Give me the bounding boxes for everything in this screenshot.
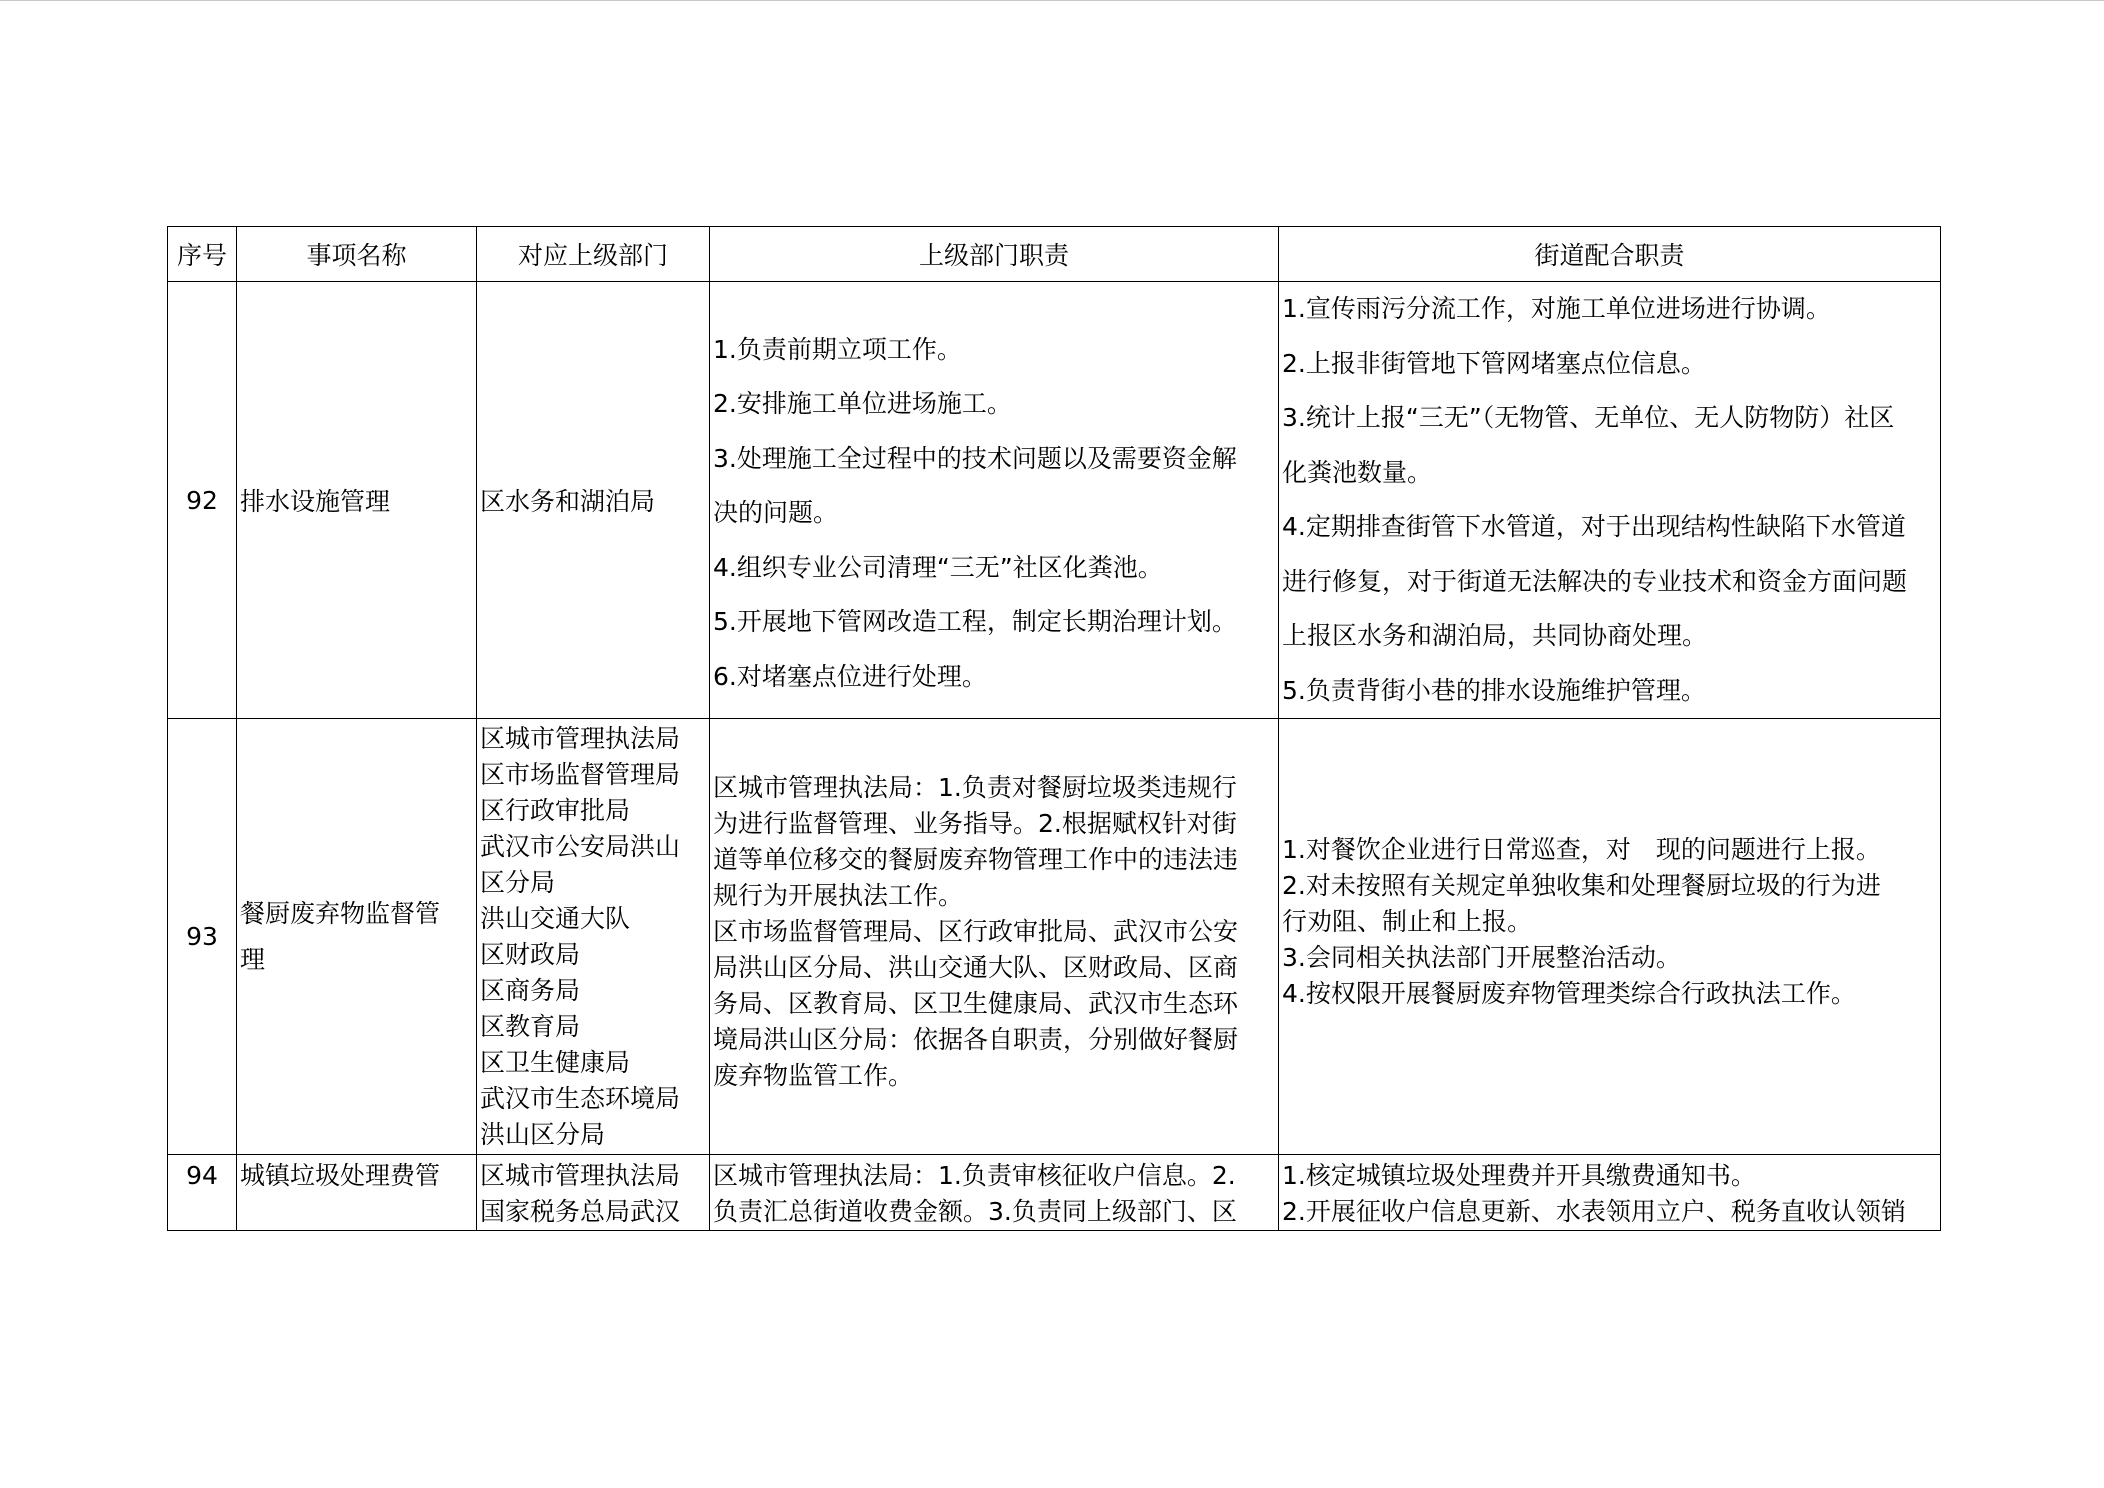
header-street-duties: 街道配合职责 bbox=[1279, 227, 1941, 282]
street-duties-list bbox=[1282, 1158, 1937, 1230]
list-item: 国家税务总局武汉 bbox=[480, 1197, 681, 1226]
list-item: 进行修复，对于街道无法解决的专业技术和资金方面问题 bbox=[1282, 566, 1908, 596]
list-item: 局洪山区分局、洪山交通大队、区财政局、区商 bbox=[713, 952, 1239, 982]
upper-duties-list bbox=[713, 770, 1275, 1094]
row-department bbox=[477, 1155, 710, 1231]
table-row bbox=[168, 282, 1941, 719]
page-top-border bbox=[0, 0, 2104, 1]
list-item: 道等单位移交的餐厨废弃物管理工作中的违法违 bbox=[713, 844, 1239, 874]
department-list bbox=[480, 1158, 706, 1230]
table-row bbox=[168, 1155, 1941, 1231]
list-item: 为进行监督管理、业务指导。2.根据赋权针对街 bbox=[713, 808, 1237, 838]
row-upper-duties bbox=[710, 1155, 1279, 1231]
row-street-duties bbox=[1279, 282, 1941, 719]
row-street-duties bbox=[1279, 1155, 1941, 1231]
street-duties-list bbox=[1282, 832, 1937, 1012]
row-upper-duties bbox=[710, 282, 1279, 719]
list-item: 区市场监督管理局 bbox=[480, 759, 681, 789]
list-item: 区商务局 bbox=[480, 975, 581, 1005]
list-item: 境局洪山区分局：依据各自职责，分别做好餐厨 bbox=[713, 1024, 1239, 1054]
list-item: 行劝阻、制止和上报。 bbox=[1282, 906, 1533, 936]
list-item: 洪山交通大队 bbox=[480, 903, 631, 933]
upper-duties-list bbox=[713, 1158, 1275, 1230]
list-item: 区城市管理执法局：1.负责对餐厨垃圾类违规行 bbox=[713, 772, 1237, 802]
list-item: 负责汇总街道收费金额。3.负责同上级部门、区 bbox=[713, 1197, 1237, 1226]
list-item: 2.上报非街管地下管网堵塞点位信息。 bbox=[1282, 348, 1706, 378]
list-item: 1.对餐饮企业进行日常巡查，对 现的问题进行上报。 bbox=[1282, 834, 1881, 864]
header-serial: 序号 bbox=[168, 227, 237, 282]
serial-text: 94 bbox=[186, 1161, 218, 1190]
list-item: 4.按权限开展餐厨废弃物管理类综合行政执法工作。 bbox=[1282, 978, 1856, 1008]
list-item: 区卫生健康局 bbox=[480, 1047, 631, 1077]
list-item: 武汉市生态环境局 bbox=[480, 1083, 681, 1113]
list-item: 1.核定城镇垃圾处理费并开具缴费通知书。 bbox=[1282, 1161, 1756, 1190]
duty-table bbox=[167, 226, 1941, 1231]
list-item: 区市场监督管理局、区行政审批局、武汉市公安 bbox=[713, 916, 1239, 946]
item-name-text: 城镇垃圾处理费管 bbox=[240, 1161, 441, 1190]
list-item: 区行政审批局 bbox=[480, 795, 631, 825]
row-item-name bbox=[237, 1155, 477, 1231]
list-item: 上报区水务和湖泊局，共同协商处理。 bbox=[1282, 621, 1708, 650]
list-item: 3.会同相关执法部门开展整治活动。 bbox=[1282, 942, 1681, 972]
item-name-lines bbox=[240, 891, 473, 983]
list-item: 2.对未按照有关规定单独收集和处理餐厨垃圾的行为进 bbox=[1282, 870, 1881, 900]
list-item: 洪山区分局 bbox=[480, 1119, 606, 1149]
list-item: 区教育局 bbox=[480, 1011, 581, 1041]
row-item-name bbox=[237, 719, 477, 1155]
header-upper-department: 对应上级部门 bbox=[477, 227, 710, 282]
list-item: 3.统计上报“三无”（无物管、无单位、无人防物防）社区 bbox=[1282, 403, 1895, 432]
list-item: 2.开展征收户信息更新、水表领用立户、税务直收认领销 bbox=[1282, 1197, 1906, 1226]
list-item: 武汉市公安局洪山 bbox=[480, 831, 681, 861]
list-item: 区城市管理执法局 bbox=[480, 1161, 681, 1190]
department-list bbox=[480, 482, 706, 518]
row-serial: 93 bbox=[168, 719, 237, 1155]
list-item: 理 bbox=[240, 944, 266, 974]
list-item: 区财政局 bbox=[480, 939, 581, 969]
header-item-name: 事项名称 bbox=[237, 227, 477, 282]
row-serial bbox=[168, 1155, 237, 1231]
list-item: 2.安排施工单位进场施工。 bbox=[713, 389, 1012, 419]
table-row bbox=[168, 719, 1941, 1155]
list-item: 务局、区教育局、区卫生健康局、武汉市生态环 bbox=[713, 988, 1239, 1018]
list-item: 5.开展地下管网改造工程，制定长期治理计划。 bbox=[713, 607, 1237, 637]
list-item: 1.宣传雨污分流工作，对施工单位进场进行协调。 bbox=[1282, 294, 1831, 323]
header-upper-duties: 上级部门职责 bbox=[710, 227, 1279, 282]
list-item: 废弃物监管工作。 bbox=[713, 1060, 914, 1090]
list-item: 3.处理施工全过程中的技术问题以及需要资金解 bbox=[713, 443, 1237, 473]
list-item: 5.负责背街小巷的排水设施维护管理。 bbox=[1282, 675, 1706, 705]
list-item: 6.对堵塞点位进行处理。 bbox=[713, 661, 987, 691]
street-duties-list bbox=[1282, 282, 1937, 718]
upper-duties-list bbox=[713, 323, 1275, 705]
row-street-duties bbox=[1279, 719, 1941, 1155]
list-item: 决的问题。 bbox=[713, 498, 839, 528]
list-item: 区城市管理执法局 bbox=[480, 723, 681, 753]
list-item: 4.组织专业公司清理“三无”社区化粪池。 bbox=[713, 552, 1163, 582]
list-item: 4.定期排查街管下水管道，对于出现结构性缺陷下水管道 bbox=[1282, 512, 1906, 541]
table-header-row bbox=[168, 227, 1941, 282]
row-upper-duties bbox=[710, 719, 1279, 1155]
row-serial: 92 bbox=[168, 282, 237, 719]
list-item: 1.负责前期立项工作。 bbox=[713, 334, 962, 364]
department-list bbox=[480, 721, 706, 1153]
list-item: 区城市管理执法局：1.负责审核征收户信息。2. bbox=[713, 1161, 1236, 1190]
list-item: 规行为开展执法工作。 bbox=[713, 880, 964, 910]
list-item: 化粪池数量。 bbox=[1282, 457, 1433, 487]
row-department bbox=[477, 719, 710, 1155]
row-item-name: 排水设施管理 bbox=[237, 282, 477, 719]
list-item: 区水务和湖泊局 bbox=[480, 487, 656, 516]
row-department bbox=[477, 282, 710, 719]
list-item: 区分局 bbox=[480, 867, 556, 897]
list-item: 餐厨废弃物监督管 bbox=[240, 898, 441, 928]
